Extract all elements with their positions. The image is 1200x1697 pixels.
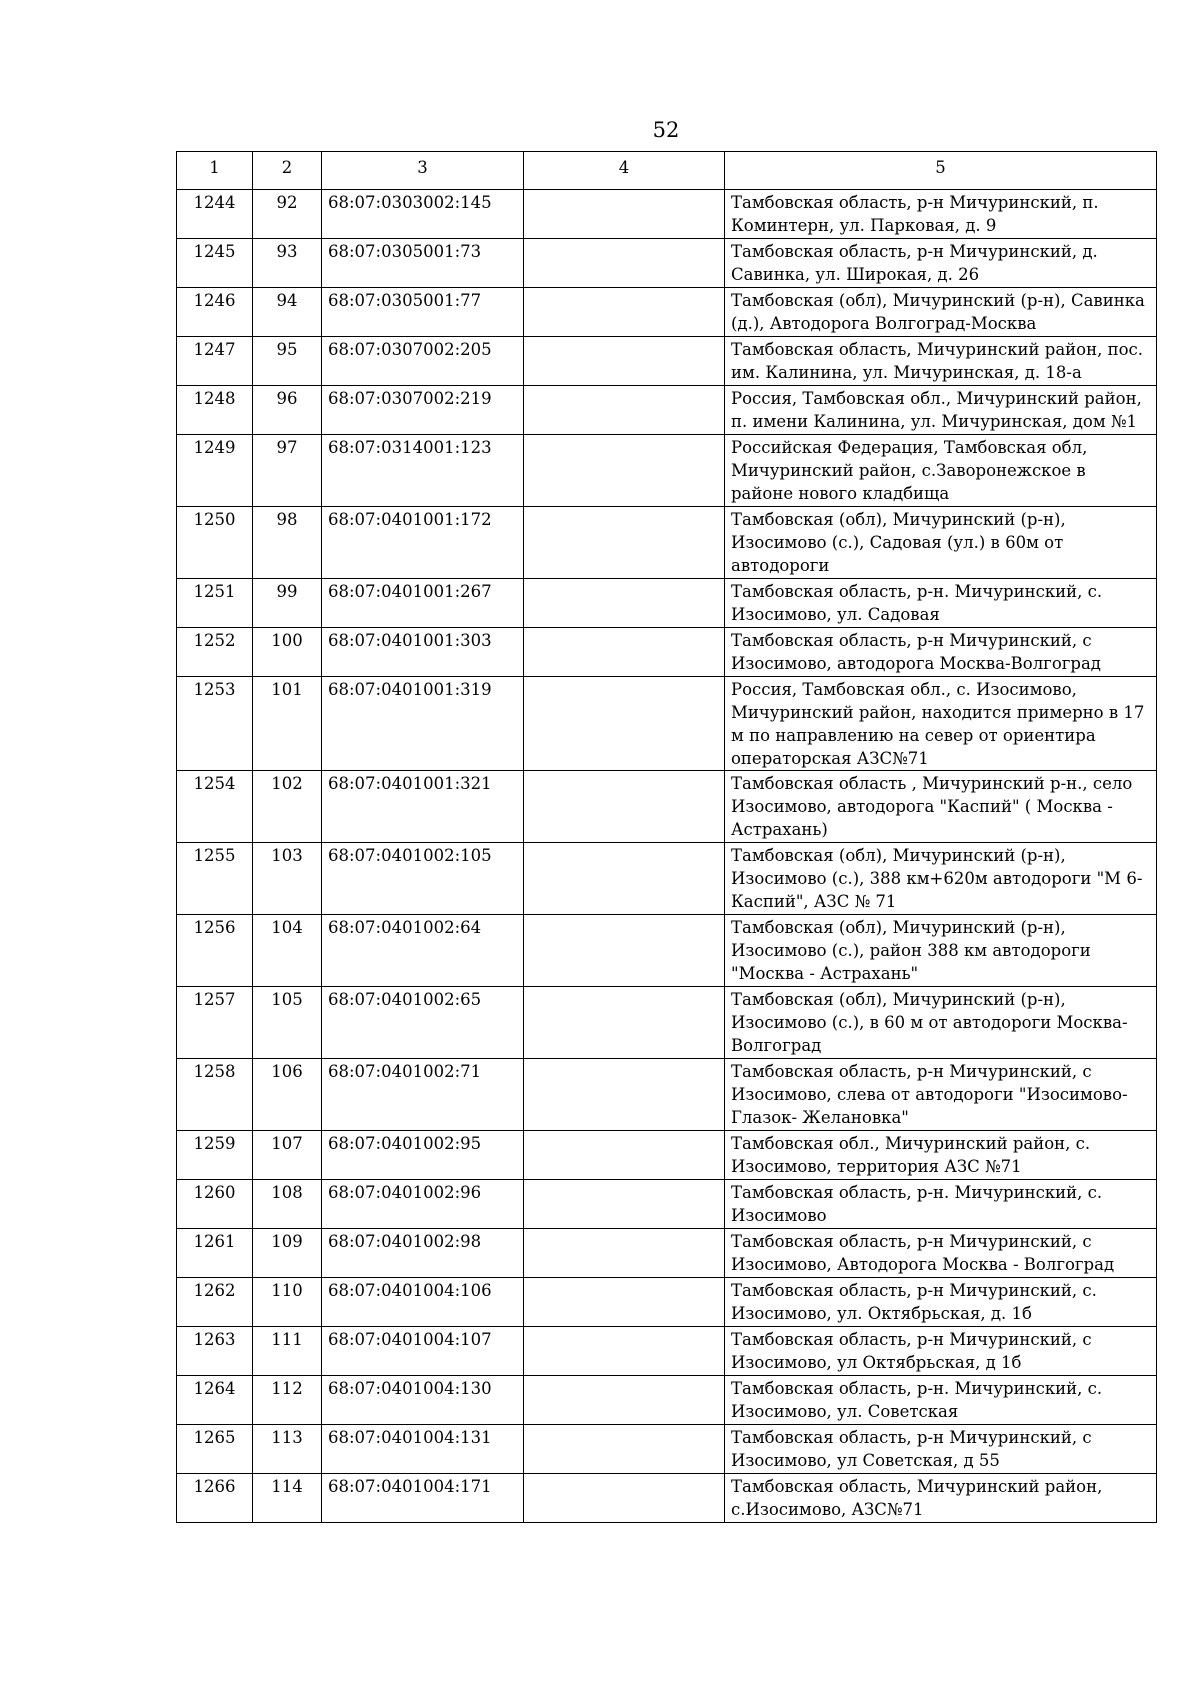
table-header xyxy=(177,152,1157,190)
row-number-cell: 1266 xyxy=(177,1474,253,1523)
cadastral-number-cell: 68:07:0401001:321 xyxy=(322,771,524,843)
address-cell: Тамбовская (обл), Мичуринский (р-н), Савинка (д.), Автодорога Волгоград-Москва xyxy=(725,288,1157,337)
column-4-cell xyxy=(524,386,725,435)
row-index-cell: 108 xyxy=(253,1180,322,1229)
table-row xyxy=(177,337,1157,386)
table-row xyxy=(177,677,1157,771)
column-4-cell xyxy=(524,987,725,1059)
row-number-cell: 1257 xyxy=(177,987,253,1059)
table-row xyxy=(177,987,1157,1059)
table-row xyxy=(177,1376,1157,1425)
table-row xyxy=(177,1229,1157,1278)
row-index-cell: 93 xyxy=(253,239,322,288)
cadastral-number-cell: 68:07:0307002:219 xyxy=(322,386,524,435)
address-cell: Тамбовская область, р-н Мичуринский, с Изосимово, слева от автодороги "Изосимово-Глазок- Желановка" xyxy=(725,1059,1157,1131)
table-row xyxy=(177,1474,1157,1523)
table-row xyxy=(177,288,1157,337)
row-index-cell: 94 xyxy=(253,288,322,337)
row-number-cell: 1263 xyxy=(177,1327,253,1376)
table-row xyxy=(177,1131,1157,1180)
cadastral-number-cell: 68:07:0401002:64 xyxy=(322,915,524,987)
column-4-cell xyxy=(524,507,725,579)
cadastral-number-cell: 68:07:0314001:123 xyxy=(322,435,524,507)
row-index-cell: 113 xyxy=(253,1425,322,1474)
table-row xyxy=(177,1425,1157,1474)
address-cell: Тамбовская (обл), Мичуринский (р-н), Изосимово (с.), район 388 км автодороги "Москва - Астрахань" xyxy=(725,915,1157,987)
row-index-cell: 100 xyxy=(253,628,322,677)
column-4-cell xyxy=(524,1376,725,1425)
cadastral-number-cell: 68:07:0401002:105 xyxy=(322,843,524,915)
row-index-cell: 107 xyxy=(253,1131,322,1180)
row-index-cell: 111 xyxy=(253,1327,322,1376)
row-index-cell: 105 xyxy=(253,987,322,1059)
table-row xyxy=(177,579,1157,628)
row-index-cell: 101 xyxy=(253,677,322,771)
page-number: 52 xyxy=(652,118,680,142)
column-4-cell xyxy=(524,1229,725,1278)
cadastral-number-cell: 68:07:0401001:319 xyxy=(322,677,524,771)
header-col-4: 4 xyxy=(524,152,725,190)
column-4-cell xyxy=(524,1474,725,1523)
row-number-cell: 1249 xyxy=(177,435,253,507)
row-index-cell: 97 xyxy=(253,435,322,507)
row-number-cell: 1254 xyxy=(177,771,253,843)
cadastral-number-cell: 68:07:0307002:205 xyxy=(322,337,524,386)
row-index-cell: 109 xyxy=(253,1229,322,1278)
header-row xyxy=(177,152,1157,190)
table-row xyxy=(177,1327,1157,1376)
table-row xyxy=(177,190,1157,239)
cadastral-number-cell: 68:07:0401004:106 xyxy=(322,1278,524,1327)
row-number-cell: 1253 xyxy=(177,677,253,771)
address-cell: Тамбовская область, р-н Мичуринский, п. Коминтерн, ул. Парковая, д. 9 xyxy=(725,190,1157,239)
table-row xyxy=(177,1278,1157,1327)
address-cell: Тамбовская область, р-н Мичуринский, д. Савинка, ул. Широкая, д. 26 xyxy=(725,239,1157,288)
column-4-cell xyxy=(524,677,725,771)
cadastral-number-cell: 68:07:0303002:145 xyxy=(322,190,524,239)
header-col-5: 5 xyxy=(725,152,1157,190)
address-cell: Тамбовская (обл), Мичуринский (р-н), Изосимово (с.), в 60 м от автодороги Москва-Волгоград xyxy=(725,987,1157,1059)
cadastral-number-cell: 68:07:0305001:77 xyxy=(322,288,524,337)
row-number-cell: 1246 xyxy=(177,288,253,337)
address-cell: Тамбовская область, р-н Мичуринский, с. Изосимово, ул. Октябрьская, д. 1б xyxy=(725,1278,1157,1327)
table-row xyxy=(177,915,1157,987)
column-4-cell xyxy=(524,1180,725,1229)
table-row xyxy=(177,239,1157,288)
row-index-cell: 110 xyxy=(253,1278,322,1327)
address-cell: Тамбовская область , Мичуринский р-н., село Изосимово, автодорога "Каспий" ( Москва - Астрахань) xyxy=(725,771,1157,843)
address-cell: Российская Федерация, Тамбовская обл, Мичуринский район, с.Заворонежское в районе нового кладбища xyxy=(725,435,1157,507)
row-number-cell: 1245 xyxy=(177,239,253,288)
address-cell: Тамбовская (обл), Мичуринский (р-н), Изосимово (с.), Садовая (ул.) в 60м от автодороги xyxy=(725,507,1157,579)
row-index-cell: 96 xyxy=(253,386,322,435)
table-row xyxy=(177,843,1157,915)
table-row xyxy=(177,628,1157,677)
header-col-1: 1 xyxy=(177,152,253,190)
column-4-cell xyxy=(524,915,725,987)
cadastral-number-cell: 68:07:0305001:73 xyxy=(322,239,524,288)
row-number-cell: 1264 xyxy=(177,1376,253,1425)
cadastral-number-cell: 68:07:0401004:107 xyxy=(322,1327,524,1376)
cadastral-number-cell: 68:07:0401002:95 xyxy=(322,1131,524,1180)
row-number-cell: 1251 xyxy=(177,579,253,628)
column-4-cell xyxy=(524,628,725,677)
column-4-cell xyxy=(524,288,725,337)
row-index-cell: 98 xyxy=(253,507,322,579)
column-4-cell xyxy=(524,337,725,386)
address-cell: Тамбовская область, р-н. Мичуринский, с. Изосимово, ул. Советская xyxy=(725,1376,1157,1425)
row-number-cell: 1255 xyxy=(177,843,253,915)
column-4-cell xyxy=(524,239,725,288)
row-number-cell: 1250 xyxy=(177,507,253,579)
column-4-cell xyxy=(524,435,725,507)
row-number-cell: 1265 xyxy=(177,1425,253,1474)
address-cell: Россия, Тамбовская обл., с. Изосимово, Мичуринский район, находится примерно в 17 м по направлению на север от ориентира операторская АЗС№71 xyxy=(725,677,1157,771)
address-cell: Тамбовская область, р-н Мичуринский, с Изосимово, Автодорога Москва - Волгоград xyxy=(725,1229,1157,1278)
row-index-cell: 112 xyxy=(253,1376,322,1425)
cadastral-number-cell: 68:07:0401002:71 xyxy=(322,1059,524,1131)
column-4-cell xyxy=(524,1425,725,1474)
table-body xyxy=(177,190,1157,1523)
header-col-2: 2 xyxy=(253,152,322,190)
row-number-cell: 1247 xyxy=(177,337,253,386)
row-index-cell: 92 xyxy=(253,190,322,239)
cadastral-number-cell: 68:07:0401001:267 xyxy=(322,579,524,628)
row-index-cell: 102 xyxy=(253,771,322,843)
cadastral-number-cell: 68:07:0401002:98 xyxy=(322,1229,524,1278)
cadastral-number-cell: 68:07:0401004:171 xyxy=(322,1474,524,1523)
row-index-cell: 99 xyxy=(253,579,322,628)
table-row xyxy=(177,507,1157,579)
table-row xyxy=(177,386,1157,435)
row-index-cell: 104 xyxy=(253,915,322,987)
column-4-cell xyxy=(524,1059,725,1131)
cadastral-number-cell: 68:07:0401004:131 xyxy=(322,1425,524,1474)
table-row xyxy=(177,771,1157,843)
header-col-3: 3 xyxy=(322,152,524,190)
address-cell: Тамбовская обл., Мичуринский район, с. Изосимово, территория АЗС №71 xyxy=(725,1131,1157,1180)
column-4-cell xyxy=(524,579,725,628)
column-4-cell xyxy=(524,1327,725,1376)
table-row xyxy=(177,1059,1157,1131)
table-row xyxy=(177,435,1157,507)
row-number-cell: 1262 xyxy=(177,1278,253,1327)
row-number-cell: 1258 xyxy=(177,1059,253,1131)
column-4-cell xyxy=(524,1131,725,1180)
column-4-cell xyxy=(524,843,725,915)
column-4-cell xyxy=(524,1278,725,1327)
column-4-cell xyxy=(524,190,725,239)
address-cell: Тамбовская область, р-н Мичуринский, с Изосимово, автодорога Москва-Волгоград xyxy=(725,628,1157,677)
cadastral-number-cell: 68:07:0401004:130 xyxy=(322,1376,524,1425)
address-cell: Тамбовская область, р-н. Мичуринский, с. Изосимово, ул. Садовая xyxy=(725,579,1157,628)
row-number-cell: 1252 xyxy=(177,628,253,677)
table-row xyxy=(177,1180,1157,1229)
row-number-cell: 1259 xyxy=(177,1131,253,1180)
row-index-cell: 103 xyxy=(253,843,322,915)
cadastral-number-cell: 68:07:0401002:96 xyxy=(322,1180,524,1229)
row-number-cell: 1248 xyxy=(177,386,253,435)
row-index-cell: 114 xyxy=(253,1474,322,1523)
column-4-cell xyxy=(524,771,725,843)
cadastral-number-cell: 68:07:0401002:65 xyxy=(322,987,524,1059)
address-cell: Тамбовская область, р-н. Мичуринский, с. Изосимово xyxy=(725,1180,1157,1229)
row-number-cell: 1261 xyxy=(177,1229,253,1278)
address-cell: Тамбовская область, Мичуринский район, с.Изосимово, АЗС№71 xyxy=(725,1474,1157,1523)
address-cell: Тамбовская область, Мичуринский район, пос. им. Калинина, ул. Мичуринская, д. 18-а xyxy=(725,337,1157,386)
cadastral-number-cell: 68:07:0401001:172 xyxy=(322,507,524,579)
address-cell: Тамбовская область, р-н Мичуринский, с Изосимово, ул Октябрьская, д 1б xyxy=(725,1327,1157,1376)
row-index-cell: 106 xyxy=(253,1059,322,1131)
address-cell: Россия, Тамбовская обл., Мичуринский район, п. имени Калинина, ул. Мичуринская, дом №1 xyxy=(725,386,1157,435)
row-index-cell: 95 xyxy=(253,337,322,386)
registry-table xyxy=(176,151,1157,1523)
address-cell: Тамбовская (обл), Мичуринский (р-н), Изосимово (с.), 388 км+620м автодороги "М 6-Каспий", АЗС № 71 xyxy=(725,843,1157,915)
row-number-cell: 1244 xyxy=(177,190,253,239)
row-number-cell: 1260 xyxy=(177,1180,253,1229)
address-cell: Тамбовская область, р-н Мичуринский, с Изосимово, ул Советская, д 55 xyxy=(725,1425,1157,1474)
row-number-cell: 1256 xyxy=(177,915,253,987)
cadastral-number-cell: 68:07:0401001:303 xyxy=(322,628,524,677)
